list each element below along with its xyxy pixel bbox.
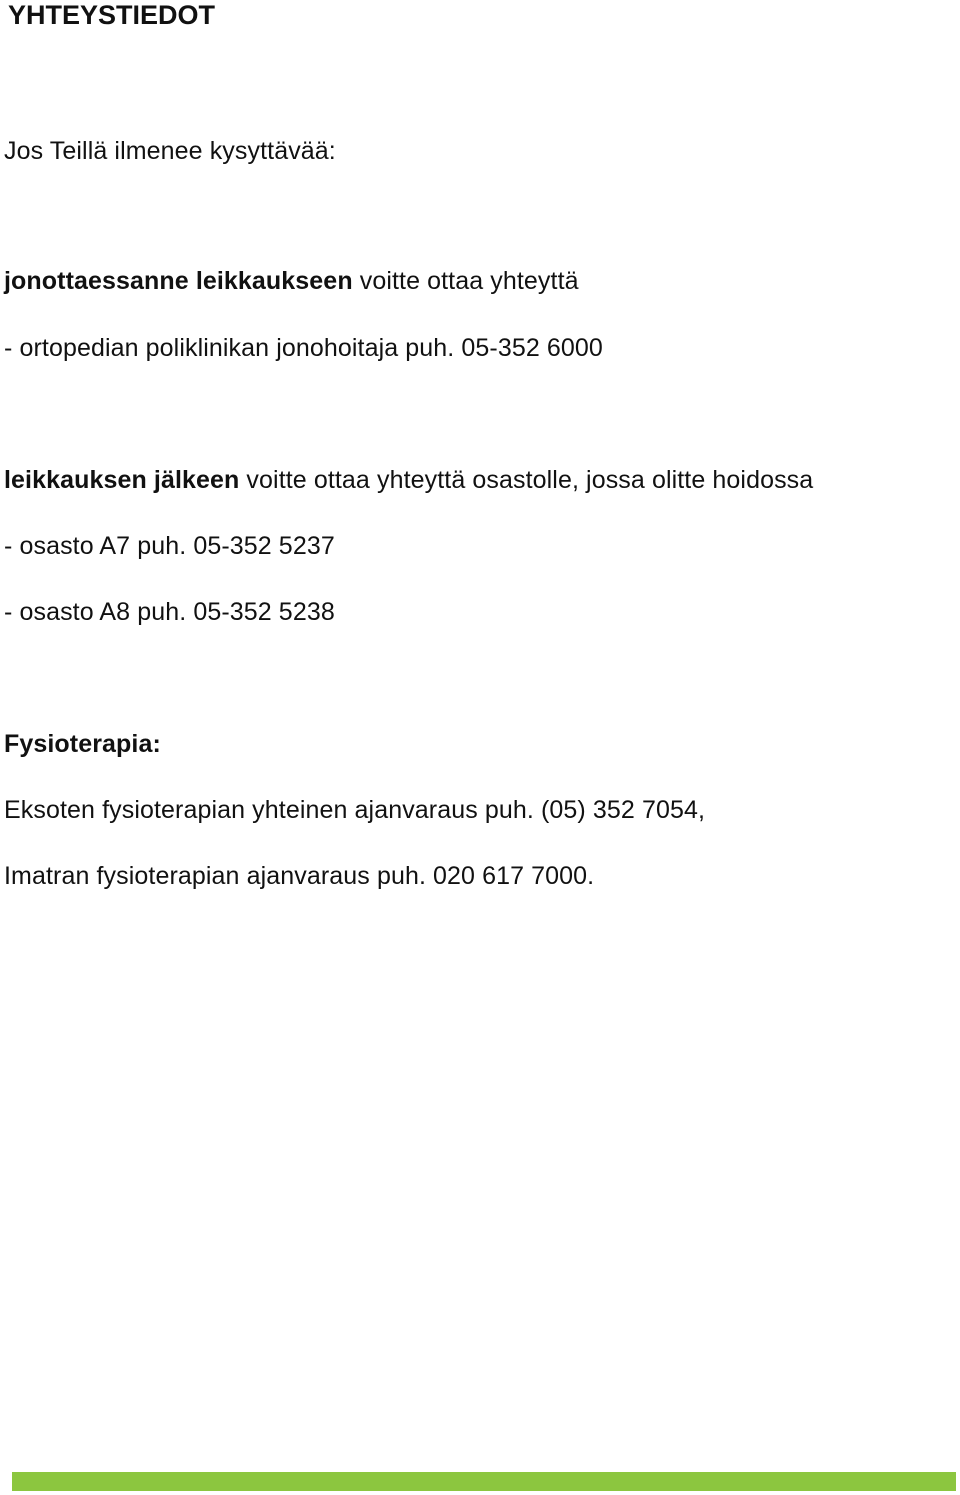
- queue-contact: - ortopedian poliklinikan jonohoitaja puh. 05-352 6000: [4, 334, 603, 362]
- intro-text: Jos Teillä ilmenee kysyttävää:: [4, 137, 336, 165]
- after-surgery-lead: [4, 465, 813, 495]
- queue-lead: [4, 266, 579, 296]
- ward-a7-contact: - osasto A7 puh. 05-352 5237: [4, 532, 335, 560]
- imatra-physio-contact: Imatran fysioterapian ajanvaraus puh. 020 617 7000.: [4, 862, 595, 890]
- after-surgery-lead-bold: leikkauksen jälkeen: [4, 466, 240, 494]
- ward-a8-contact: - osasto A8 puh. 05-352 5238: [4, 598, 335, 626]
- after-surgery-lead-rest: voitte ottaa yhteyttä osastolle, jossa olitte hoidossa: [239, 466, 814, 494]
- page-title: YHTEYSTIEDOT: [8, 0, 216, 30]
- physio-heading: Fysioterapia:: [4, 730, 161, 758]
- queue-lead-bold: jonottaessanne leikkaukseen: [4, 267, 353, 295]
- eksote-physio-contact: Eksoten fysioterapian yhteinen ajanvaraus puh. (05) 352 7054,: [4, 796, 706, 824]
- queue-lead-rest: voitte ottaa yhteyttä: [352, 267, 579, 295]
- footer-color-bar: [12, 1472, 956, 1491]
